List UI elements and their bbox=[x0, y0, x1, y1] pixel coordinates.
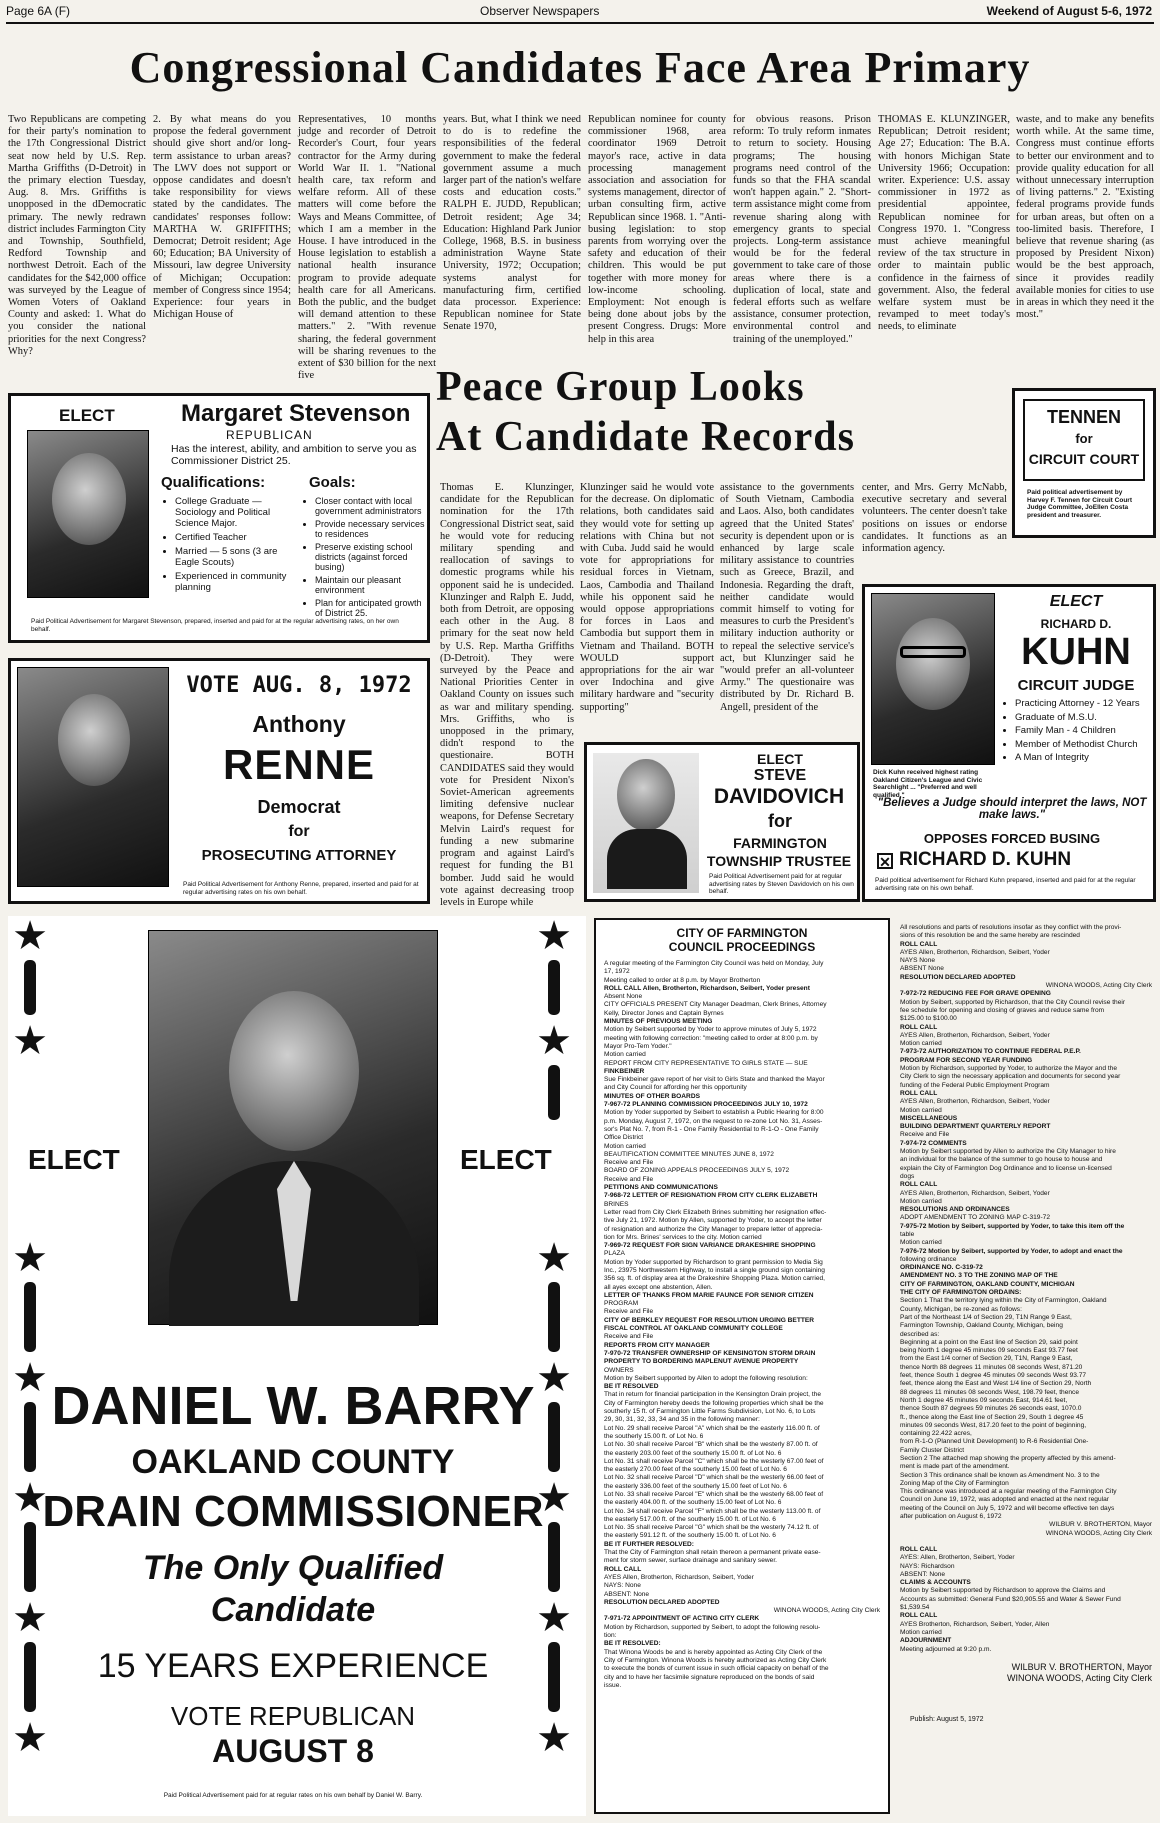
council-line: 29, 30, 31, 32, 33, 34 and 35 in the following manner: bbox=[604, 1416, 760, 1424]
kuhn-point: • Family Man - 4 Children bbox=[1015, 726, 1155, 737]
stevenson-paid-notice: Paid Political Advertisement for Margaret Stevenson, prepared, inserted and paid for at the regular advertising rates, on her own behalf. bbox=[31, 618, 399, 633]
main-story-col-7: THOMAS E. KLUNZINGER, Republican; Detroit resident; Age 27; Education: The B.A. with honors Michigan State University 1966; Occupation: writer. Experience: U.S. assay commissioner in 1972 as presidential appointee, Republican nominee for Congress 1970. 1. "Congress must achieve meaningful review of the tax structure in order to maintain public confidence in the fairness of government. Also, the federal welfare system must be revamped to meet today's needs, to eliminate bbox=[878, 114, 1010, 333]
council-proceedings-left bbox=[594, 918, 890, 1814]
council-line: BE IT RESOLVED: bbox=[604, 1640, 661, 1648]
barry-county: OAKLAND COUNTY bbox=[131, 1443, 455, 1481]
barry-right-border bbox=[534, 913, 574, 1120]
qualification-item: • College Graduate — Sociology and Political Science Major. bbox=[175, 496, 296, 529]
council-line: $1,539.54 bbox=[900, 1604, 930, 1612]
council-title-1: CITY OF FARMINGTON bbox=[676, 926, 808, 940]
council-line: Kelly, Director Jones and Captain Byrnes bbox=[604, 1009, 724, 1017]
star-icon: ★ bbox=[536, 1715, 572, 1760]
council-line: Motion by Seibert supported by Yoder to approve minutes of July 5, 1972 bbox=[604, 1026, 817, 1034]
kuhn-caption: Dick Kuhn received highest rating Oakland Citizen's League and Civic Searchlight ... "Preferred and well qualified." bbox=[873, 769, 983, 799]
council-line: Office District bbox=[604, 1134, 644, 1142]
council-line: ment is made part of the amendment. bbox=[900, 1463, 1010, 1471]
council-line: Meeting called to order at 8 p.m. by Mayor Brotherton bbox=[604, 976, 761, 984]
council-line: RESOLUTION DECLARED ADOPTED bbox=[604, 1598, 720, 1606]
goal-item: • Maintain our pleasant environment bbox=[315, 575, 426, 595]
davidovich-ad bbox=[584, 742, 860, 902]
council-right-text bbox=[900, 924, 1152, 1654]
council-line: WINONA WOODS, Acting City Clerk bbox=[773, 1607, 880, 1615]
council-line: WILBUR V. BROTHERTON, Mayor bbox=[1049, 1521, 1152, 1529]
star-icon: ★ bbox=[12, 1475, 48, 1520]
council-line: ROLL CALL bbox=[900, 1023, 938, 1031]
council-line: ft., thence along the East line of Section 29, South 1 degree 45 bbox=[900, 1413, 1084, 1421]
renne-for: for bbox=[288, 823, 310, 840]
council-line: City of Farmington hereby deeds the following properties which shall be the bbox=[604, 1399, 824, 1407]
council-line: Section 3 This ordinance shall be known as Amendment No. 3 to the bbox=[900, 1471, 1100, 1479]
council-line: Sue Finkbeiner gave report of her visit to Girls State and thanked the Mayor bbox=[604, 1076, 825, 1084]
council-line: table bbox=[900, 1230, 915, 1238]
council-line: AYES Allen, Brotherton, Richardson, Seibert, Yoder bbox=[900, 1189, 1050, 1197]
council-line: following ordinance bbox=[900, 1255, 957, 1263]
council-line: BOARD OF ZONING APPEALS PROCEEDINGS JULY 5, 1972 bbox=[604, 1167, 790, 1175]
main-story-col-2: 2. By what means do you propose the federal government should give short and/or long-term assistance to urban areas? The LWV does not support or oppose candidates and doesn't take responsibility for views stated by the candidates. The candidates' responses follow: MARTHA W. GRIFFITHS; Democrat; Detroit resident; Age 60; Education; BA University of Missouri, law degree University of Michigan; Occupation: member of Congress since 1954; Experience: four years in Michigan House of bbox=[153, 114, 291, 321]
council-line: minutes 09 seconds West, 817.20 feet to the point of beginning, bbox=[900, 1421, 1087, 1429]
council-line: ABSENT: None bbox=[604, 1590, 650, 1598]
renne-photo bbox=[17, 667, 169, 887]
council-line: Zoning Map of the City of Farmington bbox=[900, 1479, 1009, 1487]
council-line: Receive and File bbox=[604, 1175, 654, 1183]
stevenson-party: REPUBLICAN bbox=[226, 428, 313, 442]
council-line: ORDINANCE NO. C-319-72 bbox=[900, 1264, 983, 1272]
council-line: AYES Allen, Brotherton, Richardson, Seibert, Yoder bbox=[900, 1031, 1050, 1039]
council-line: Motion by Seibert, supported by Richardson, that the City Council revise their bbox=[900, 998, 1126, 1006]
tennen-office: CIRCUIT COURT bbox=[1028, 451, 1140, 467]
council-line: tion: bbox=[604, 1632, 617, 1640]
council-line: ROLL CALL bbox=[900, 1181, 938, 1189]
stevenson-ad bbox=[8, 393, 430, 643]
council-line: Receive and File bbox=[604, 1159, 654, 1167]
council-line: ROLL CALL bbox=[604, 1565, 642, 1573]
council-line: Family Cluster District bbox=[900, 1446, 965, 1454]
peace-story-col-1: Thomas E. Klunzinger, candidate for the Republican nomination for the 17th Congressional District seat, said he would vote for reducing military spending and reallocation of savings to domestic programs while his opponent said he is undecided. Klunzinger and Ralph E. Judd, both from Detroit, are opposing each other in the Aug. 8 primary for the seat now held by U.S. Rep. Martha Griffiths (D-Detroit). They were surveyed by the Peace and National Priorities Center in Oakland County on issues such as war and military spending. Mrs. Griffiths, who is unopposed in the primary, didn't respond to the questionaire. BOTH CANDIDATES said they would vote for President Nixon's Soviet-American agreements limiting defensive nuclear weapons, for Defense Secretary Melvin Laird's request for funding a new submarine program and against Laird's request for funding the B1 bomber. Judd said he would vote against decreasing troop levels in Europe while bbox=[440, 482, 574, 908]
council-line: southerly 15 ft. of Farmington Little Farms Subdivision, Lot No. 6, to Lots bbox=[604, 1408, 816, 1416]
davidovich-first-name: STEVE bbox=[753, 767, 807, 784]
council-line: Council on June 19, 1972, was adopted and enacted at the next regular bbox=[900, 1496, 1109, 1504]
council-line: AYES Allen, Brotherton, Richardson, Seibert, Yoder bbox=[900, 948, 1050, 956]
star-icon: ★ bbox=[536, 913, 572, 958]
peace-story-col-4: center, and Mrs. Gerry McNabb, executive secretary and several volunteers. The center doesn't take positions on issues or endorse candidates. It functions as an information agency. bbox=[862, 482, 1007, 555]
council-line: That Winona Woods be and is hereby appointed as Acting City Clerk of the bbox=[604, 1648, 823, 1656]
barry-photo bbox=[148, 930, 438, 1325]
council-line: Motion by Yoder supported by Seibert to establish a Public Hearing for 8:00 bbox=[604, 1109, 824, 1117]
council-line: AYES Brotherton, Richardson, Seibert, Yoder, Allen bbox=[900, 1620, 1050, 1628]
council-line: Motion carried bbox=[604, 1142, 646, 1150]
council-line: tive July 21, 1972. Motion by Allen, supported by Yoder, to accept the letter bbox=[604, 1217, 822, 1225]
council-line: ABSENT: None bbox=[900, 1570, 946, 1578]
council-line: MINUTES OF OTHER BOARDS bbox=[604, 1092, 700, 1100]
council-line: City of Farmington. Winona Woods is hereby authorized as Acting City Clerk bbox=[604, 1656, 827, 1664]
main-headline: Congressional Candidates Face Area Primary bbox=[129, 43, 1031, 92]
council-line: meeting with following correction: "meeting called to order at 8:00 p.m. by bbox=[604, 1034, 818, 1042]
council-line: Motion carried bbox=[900, 1106, 942, 1114]
council-line: the easterly 270.00 feet of the southerly 15.00 feet of Lot No. 6 bbox=[604, 1466, 787, 1474]
kuhn-photo bbox=[871, 593, 995, 765]
barry-ad bbox=[8, 913, 586, 1816]
council-line: feet, thence along the East and West 1/4 line of Section 29, North bbox=[900, 1380, 1092, 1388]
council-line: BE IT FURTHER RESOLVED: bbox=[604, 1540, 694, 1548]
renne-first-name: Anthony bbox=[252, 711, 346, 737]
kuhn-point: • Practicing Attorney - 12 Years bbox=[1015, 699, 1155, 710]
council-line: funding of the Federal Public Employment Program bbox=[900, 1081, 1050, 1089]
council-line: Meeting adjourned at 9:20 p.m. bbox=[900, 1645, 992, 1653]
council-line: That the City of Farmington shall retain thereon a permanent private ease- bbox=[604, 1549, 821, 1557]
council-line: the easterly 336.00 feet of the southerly 15.00 feet of Lot No. 6 bbox=[604, 1482, 787, 1490]
council-line bbox=[900, 1538, 1152, 1546]
barry-elect-right: ELECT bbox=[460, 1144, 552, 1175]
council-line: after publication on August 6, 1972 bbox=[900, 1513, 1002, 1521]
goal-item: • Provide necessary services to residences bbox=[315, 519, 426, 539]
council-line: from R-1-O (Planned Unit Development) to R-6 Residential One- bbox=[900, 1438, 1089, 1446]
peace-story-col-2: Klunzinger said he would vote for the decrease. On diplomatic relations, both candidates said they would vote for setting up relations with China but not with Cuba. Judd said he would vote for appropriations for residual forces in Vietnam, Laos, Cambodia and Thailand while his opponent said he would oppose appropriations for forces in Laos and Cambodia but support them in Vietnam and Thailand. BOTH WOULD support appropriations for the air war over Indochina and give military hardware and "security supporting" bbox=[580, 482, 714, 713]
stevenson-tagline: Has the interest, ability, and ambition to serve you as Commissioner District 25. bbox=[171, 443, 417, 467]
council-line: REPORT FROM CITY REPRESENTATIVE TO GIRLS STATE — SUE bbox=[604, 1059, 808, 1067]
council-line: from the East 1/4 corner of Section 29, T1N, Range 9 East, bbox=[900, 1355, 1073, 1363]
council-line: sor's Plat No. 7, from R-1 - One Family Residential to R-1-O - One Family bbox=[604, 1125, 819, 1133]
kuhn-last-name: KUHN bbox=[1021, 631, 1131, 673]
council-left-text bbox=[604, 960, 880, 1690]
council-line: BE IT RESOLVED bbox=[604, 1383, 659, 1391]
council-line: 17, 1972 bbox=[604, 968, 630, 976]
council-line: 7-973-72 AUTHORIZATION TO CONTINUE FEDERAL P.E.P. bbox=[900, 1048, 1081, 1056]
council-line: the easterly 404.00 ft. of the southerly 15.00 feet of Lot No. 6 bbox=[604, 1499, 782, 1507]
council-title-2: COUNCIL PROCEEDINGS bbox=[668, 940, 816, 954]
renne-vote-date: VOTE AUG. 8, 1972 bbox=[186, 673, 412, 698]
council-line: 7-975-72 Motion by Seibert, supported by Yoder, to take this item off the bbox=[900, 1222, 1125, 1230]
council-line: BEAUTIFICATION COMMITTEE MINUTES JUNE 8, 1972 bbox=[604, 1150, 774, 1158]
council-line: Mayor Pro-Tem Yoder." bbox=[604, 1042, 672, 1050]
council-line: ADJOURNMENT bbox=[900, 1637, 952, 1645]
kuhn-point: • Graduate of M.S.U. bbox=[1015, 713, 1155, 724]
davidovich-for: for bbox=[768, 811, 792, 831]
star-icon: ★ bbox=[12, 1595, 48, 1640]
council-line: Lot No. 29 shall receive Parcel "A" which shall be the easterly 116.00 ft. of bbox=[604, 1424, 820, 1432]
council-line: 7-969-72 REQUEST FOR SIGN VARIANCE DRAKESHIRE SHOPPING bbox=[604, 1242, 816, 1250]
council-line: 7-970-72 TRANSFER OWNERSHIP OF KENSINGTON STORM DRAIN bbox=[604, 1349, 816, 1357]
kuhn-quote: "Believes a Judge should interpret the laws, NOT make laws." bbox=[877, 797, 1147, 821]
davidovich-paid-notice: Paid Political Advertisement paid for at regular advertising rates by Steven Davidovich on his own behalf. bbox=[709, 873, 854, 895]
star-icon: ★ bbox=[12, 1355, 48, 1400]
council-line: the easterly 517.00 ft. of the southerly 15.00 ft. of Lot No. 6 bbox=[604, 1515, 776, 1523]
council-line: BRINES bbox=[604, 1200, 629, 1208]
barry-tagline-1: The Only Qualified bbox=[142, 1549, 444, 1587]
header-rule bbox=[6, 22, 1154, 24]
council-line: REPORTS FROM CITY MANAGER bbox=[604, 1341, 710, 1349]
star-icon: ★ bbox=[12, 1018, 48, 1063]
council-line: ROLL CALL bbox=[900, 1612, 938, 1620]
davidovich-elect: ELECT bbox=[757, 751, 803, 767]
council-line: CITY OF FARMINGTON, OAKLAND COUNTY, MICHIGAN bbox=[900, 1280, 1075, 1288]
council-line: Motion by Richardson, supported by Yoder, to authorize the Mayor and the bbox=[900, 1065, 1117, 1073]
qualification-item: • Experienced in community planning bbox=[175, 571, 296, 593]
ballot-check-icon: ✕ bbox=[877, 853, 893, 869]
renne-office: PROSECUTING ATTORNEY bbox=[201, 847, 397, 864]
council-line: 7-971-72 APPOINTMENT OF ACTING CITY CLERK bbox=[604, 1615, 760, 1623]
davidovich-last-name: DAVIDOVICH bbox=[713, 785, 845, 808]
council-line: 7-968-72 LETTER OF RESIGNATION FROM CITY CLERK ELIZABETH bbox=[604, 1192, 818, 1200]
council-line: North 1 degree 45 minutes 09 seconds East, 914.61 feet, bbox=[900, 1396, 1068, 1404]
council-line: the southerly 15.00 ft. of Lot No. 6 bbox=[604, 1432, 704, 1440]
council-line: ABSENT None bbox=[900, 965, 944, 973]
council-line: Receive and File bbox=[604, 1333, 654, 1341]
council-line: RESOLUTIONS AND ORDINANCES bbox=[900, 1206, 1010, 1214]
council-line: Motion carried bbox=[900, 1239, 942, 1247]
council-line: Motion by Yoder supported by Richardson to grant permission to Media Sig bbox=[604, 1258, 823, 1266]
star-icon: ★ bbox=[536, 1475, 572, 1520]
council-line: issue. bbox=[604, 1681, 622, 1689]
barry-elect-left: ELECT bbox=[28, 1144, 120, 1175]
council-line: 7-972-72 REDUCING FEE FOR GRAVE OPENING bbox=[900, 990, 1051, 998]
stevenson-name: Margaret Stevenson bbox=[181, 400, 411, 427]
goals-list bbox=[301, 496, 426, 621]
issue-date: Weekend of August 5-6, 1972 bbox=[986, 4, 1152, 18]
qualifications-title: Qualifications: bbox=[161, 474, 266, 491]
council-line: NAYS None bbox=[900, 957, 936, 965]
goal-item: • Closer contact with local government administrators bbox=[315, 496, 426, 516]
council-line: the easterly 203.00 feet of the southerly 15.00 ft. of Lot No. 6 bbox=[604, 1449, 782, 1457]
peace-headline bbox=[436, 362, 1016, 462]
star-icon: ★ bbox=[536, 1595, 572, 1640]
council-line: CITY OF BERKLEY REQUEST FOR RESOLUTION URGING BETTER bbox=[604, 1316, 815, 1324]
council-line: Lot No. 33 shall receive Parcel "E" which shall be the westerly 68.00 feet of bbox=[604, 1491, 824, 1498]
kuhn-point: • A Man of Integrity bbox=[1015, 753, 1155, 764]
council-line: AYES Allen, Brotherton, Richardson, Seibert, Yoder bbox=[900, 1098, 1050, 1106]
council-line: LETTER OF THANKS FROM MARIE FAUNCE FOR SENIOR CITIZEN bbox=[604, 1291, 814, 1299]
kuhn-point: • Member of Methodist Church bbox=[1015, 740, 1155, 751]
council-line: 356 sq. ft. of display area at the Drakeshire Shopping Plaza. Motion carried, bbox=[604, 1275, 826, 1283]
council-line: to execute the bonds of current issue in such official capacity on behalf of the bbox=[604, 1665, 829, 1673]
council-line: Motion by Seibert supported by Richardson to approve the Claims and bbox=[900, 1587, 1106, 1595]
council-line: CLAIMS & ACCOUNTS bbox=[900, 1579, 971, 1587]
qualifications-list bbox=[161, 496, 296, 596]
council-line: AYES: Allen, Brotherton, Seibert, Yoder bbox=[900, 1554, 1015, 1562]
council-line: WINONA WOODS, Acting City Clerk bbox=[1045, 982, 1152, 990]
kuhn-office: CIRCUIT JUDGE bbox=[1017, 677, 1135, 694]
council-line: Section 2 The attached map showing the property affected by this amend- bbox=[900, 1455, 1116, 1462]
council-line: Lot No. 34 shall receive Parcel "F" which shall be the westerly 113.00 ft. of bbox=[604, 1507, 821, 1515]
council-line: PROGRAM bbox=[604, 1300, 639, 1308]
barry-paid-notice: Paid Political Advertisement paid for at regular rates on his own behalf by Daniel W. Barry. bbox=[163, 1792, 423, 1799]
council-line: Part of the Northeast 1/4 of Section 29, T1N Range 9 East, bbox=[900, 1313, 1072, 1321]
davidovich-office-2: TOWNSHIP TRUSTEE bbox=[706, 853, 852, 869]
council-line: Absent None bbox=[604, 993, 643, 1001]
main-story-col-4: years. But, what I think we need to do is to redefine the responsibilities of the federal government to make the federal government assume a much larger part of the nation's welfare costs and education costs." RALPH E. JUDD, Republican; Detroit resident; Age 34; Education: Highland Park Junior College, 1968, B.S. in business administration Wayne State University, 1972; Occupation; systems analyst for manufacturing firm, certified data processor. Experience: Republican nominee for State Senate 1970, bbox=[443, 114, 581, 333]
main-story-col-8: waste, and to make any benefits worth while. At the same time, Congress must continue efforts to better our environment and to provide quality education for all without unnecessary interruption of living patterns." 2. "Existing federal programs provide funds for urban areas, but often on a too-limited basis. Therefore, I believe that revenue sharing (as proposed by President Nixon) would be the best approach, since it provides readily available monies for cities to use in areas in which they need it the most." bbox=[1016, 114, 1154, 321]
council-line: of resignation and authorize the City Manager to prepare letter of apprecia- bbox=[604, 1225, 823, 1233]
barry-office: DRAIN COMMISSIONER bbox=[42, 1487, 544, 1536]
council-line: City Clerk to sign the necessary application and documents for second year bbox=[900, 1073, 1121, 1081]
council-line: Motion by Seibert supported by Allen to adopt the following resolution: bbox=[604, 1374, 808, 1382]
council-line: ROLL CALL bbox=[900, 1089, 938, 1097]
kuhn-ballot-name: RICHARD D. KUHN bbox=[899, 849, 1072, 870]
peace-story-col-3: assistance to the governments of South Vietnam, Cambodia and Laos. Also, both candidates agreed that the United States' security is dependent upon or is enhanced by large scale military assistance to countries such as Greece, Brazil, and Indonesia. Regarding the draft, neither candidate would commit himself to voting for measures to curb the President's military induction authority or to repeal the selective service's act, but Klunzinger said he "would prefer an all-volunteer Army." The questionaire was distributed by Dr. Richard B. Angell, president of the bbox=[720, 482, 854, 713]
star-icon: ★ bbox=[12, 1235, 48, 1280]
council-line: NAYS: None bbox=[604, 1582, 641, 1590]
council-line: PLAZA bbox=[604, 1250, 625, 1258]
council-line: sions of this resolution be and the same hereby are rescinded bbox=[900, 932, 1080, 940]
barry-date: AUGUST 8 bbox=[212, 1733, 374, 1769]
star-icon: ★ bbox=[536, 1355, 572, 1400]
council-line: ADOPT AMENDMENT TO ZONING MAP C-319-72 bbox=[900, 1214, 1050, 1222]
main-story-col-6: for obvious reasons. Prison reform: To truly reform inmates to return to society. Housing programs; The housing programs need control of the funds so that the FHA scandal won't happen again." 2. "Short-term assistance might come from revenue sharing along with emergency grants to special projects. Long-term assistance would be for the federal government to take care of those areas where there is a duplication of local, state and federal efforts such as welfare assistance, consumer protection, environmental control and training of the unemployed." bbox=[733, 114, 871, 345]
council-line: all ayes except one abstention, Allen. bbox=[604, 1283, 713, 1291]
council-line: AMENDMENT NO. 3 TO THE ZONING MAP OF THE bbox=[900, 1272, 1058, 1280]
council-line: Motion carried bbox=[900, 1197, 942, 1205]
council-line: A regular meeting of the Farmington City Council was held on Monday, July bbox=[604, 960, 824, 967]
council-line: Inc., 23975 Northwestern Highway, to install a single ground sign containing bbox=[604, 1266, 825, 1274]
star-icon: ★ bbox=[536, 1018, 572, 1063]
main-story-col-1: Two Republicans are competing for their party's nomination to the 17th Congressional District seat now held by U.S. Rep. Martha Griffiths (D-Detroit) in the primary election Tuesday, Aug. 8. Mrs. Griffiths is unopposed in the dDemocratic primary. The newly redrawn district includes Farmington City and Township, Southfield, Redford Township and northwest Detroit. Each of the candidates for the $42,000 office was surveyed by the League of Women Voters of Oakland County and asked: 1. What do you consider the national priorities for the next Congress? Why? bbox=[8, 114, 146, 357]
star-icon: ★ bbox=[12, 913, 48, 958]
tennen-ad bbox=[1012, 388, 1156, 538]
council-line: being North 1 degree 45 minutes 09 seconds East 93.77 feet bbox=[900, 1347, 1078, 1355]
council-line: ROLL CALL bbox=[900, 940, 938, 948]
peace-headline-line-2: At Candidate Records bbox=[436, 414, 855, 460]
council-line: 7-976-72 Motion by Seibert, supported by Yoder, to adopt and enact the bbox=[900, 1247, 1123, 1255]
council-line: RESOLUTION DECLARED ADOPTED bbox=[900, 973, 1016, 981]
kuhn-paid-notice: Paid political advertisement for Richard Kuhn prepared, inserted and paid for at the regular advertising rate on his own behalf. bbox=[875, 877, 1136, 892]
council-line: Beginning at a point on the East line of Section 29, said point bbox=[900, 1338, 1078, 1346]
council-line: County, Michigan, be re-zoned as follows: bbox=[900, 1305, 1022, 1313]
renne-last-name: RENNE bbox=[222, 741, 376, 788]
council-line: feet, thence South 1 degree 45 minutes 09 seconds West 93.77 bbox=[900, 1372, 1087, 1380]
barry-experience: 15 YEARS EXPERIENCE bbox=[97, 1647, 489, 1685]
tennen-paid-notice: Paid political advertisement by Harvey F. Tennen for Circuit Court Judge Committee, JoEllen Costa president and treasurer. bbox=[1027, 489, 1132, 519]
main-story-col-5: Republican nominee for county commissioner 1968, area coordinator 1969 Detroit mayor's race, active in data processing management association and association for systems management, director of urban consulting firm, active Republican since 1968. 1. "Anti-busing legislation: to stop parents from worrying over the safety and education of their children. This would be put together with more money for low-income schooling. Employment: Not enough is being done about jobs by the present Congress. Drugs: More help in this area bbox=[588, 114, 726, 345]
goal-item: • Plan for anticipated growth of District 25. bbox=[315, 598, 426, 618]
kuhn-busing: OPPOSES FORCED BUSING bbox=[923, 831, 1101, 846]
council-line: thence North 88 degrees 11 minutes 08 seconds West, 871.20 bbox=[900, 1363, 1083, 1371]
council-line: AYES Allen, Brotherton, Richardson, Seibert, Yoder bbox=[604, 1573, 754, 1581]
council-line: OWNERS bbox=[604, 1366, 634, 1374]
council-line: Receive and File bbox=[604, 1308, 654, 1316]
council-line: described as: bbox=[900, 1330, 940, 1338]
council-line: containing 22.422 acres, bbox=[900, 1430, 972, 1438]
council-line: Lot No. 32 shall receive Parcel "D" which shall be the westerly 66.00 feet of bbox=[604, 1474, 824, 1482]
council-line: BUILDING DEPARTMENT QUARTERLY REPORT bbox=[900, 1123, 1051, 1131]
qualification-item: • Married — 5 sons (3 are Eagle Scouts) bbox=[175, 546, 296, 568]
renne-party: Democrat bbox=[257, 797, 341, 817]
kuhn-points-list bbox=[1001, 699, 1155, 767]
council-line: This ordinance was introduced at a regular meeting of the Farmington City bbox=[900, 1488, 1117, 1496]
council-line: FINKBEINER bbox=[604, 1067, 645, 1075]
main-story-col-3: Representatives, 10 months judge and recorder of Detroit Recorder's Court, four years contractor for the Army during World War II. 1. "National health care, tax reform and welfare reform. All of these matters will come before the Ways and Means Committee, of which I am a member in the House. I have introduced in the House legislation to establish a national health insurance program to provide adequate health care for all Americans. Both the public, and the budget will demand attention to these matters." 2. "With revenue sharing, the federal government will be sharing revenues to the extent of $30 billion for the next five bbox=[298, 114, 436, 382]
stevenson-photo bbox=[27, 430, 149, 598]
barry-left-border bbox=[10, 913, 50, 1063]
council-line: p.m. Monday, August 7, 1972, on the request to re-zone Lot No. 31, Asses- bbox=[604, 1117, 823, 1125]
council-line: FISCAL CONTROL AT OAKLAND COMMUNITY COLLEGE bbox=[604, 1325, 783, 1333]
qualification-item: • Certified Teacher bbox=[175, 532, 296, 543]
renne-paid-notice: Paid Political Advertisement for Anthony Renne, prepared, inserted and paid for at regular advertising rates on his own behalf. bbox=[183, 881, 419, 896]
tennen-for: for bbox=[1075, 431, 1093, 446]
renne-ad bbox=[8, 658, 430, 904]
council-line: 7-967-72 PLANNING COMMISSION PROCEEDINGS JULY 10, 1972 bbox=[604, 1101, 808, 1109]
council-line: PROPERTY TO BORDERING MAPLENUT AVENUE PROPERTY bbox=[604, 1358, 799, 1366]
tennen-name: TENNEN bbox=[1046, 407, 1121, 427]
goals-title: Goals: bbox=[309, 474, 356, 491]
barry-vote: VOTE REPUBLICAN bbox=[170, 1701, 416, 1731]
kuhn-first-name: RICHARD D. bbox=[1040, 617, 1112, 631]
council-line: fee schedule for opening and closing of graves and reduce same from bbox=[900, 1006, 1105, 1014]
council-line: All resolutions and parts of resolutions insofar as they conflict with the provi- bbox=[900, 924, 1122, 931]
page-number: Page 6A (F) bbox=[6, 4, 71, 18]
council-line: 7-974-72 COMMENTS bbox=[900, 1139, 967, 1147]
barry-name: DANIEL W. BARRY bbox=[51, 1376, 535, 1436]
council-line: MISCELLANEOUS bbox=[900, 1114, 958, 1122]
council-proceedings-right bbox=[890, 918, 1156, 1814]
council-line: ROLL CALL Allen, Brotherton, Richardson, Seibert, Yoder present bbox=[604, 984, 810, 992]
council-line: Motion carried bbox=[900, 1628, 942, 1636]
paper-name: Observer Newspapers bbox=[480, 4, 600, 18]
davidovich-office-1: FARMINGTON bbox=[733, 835, 827, 851]
council-line: Motion by Richardson, supported by Seibert, to adopt the following resolu- bbox=[604, 1623, 821, 1631]
council-line: thence South 87 degrees 59 minutes 26 seconds east, 1070.0 bbox=[900, 1405, 1082, 1413]
council-line: meeting of the Council on July 5, 1972 and will become effective ten days bbox=[900, 1504, 1115, 1512]
peace-headline-line-1: Peace Group Looks bbox=[436, 364, 805, 410]
council-line: 88 degrees 11 minutes 08 seconds West, 198.79 feet, thence bbox=[900, 1388, 1080, 1396]
council-line: That in return for financial participation in the Kensington Drain project, the bbox=[604, 1391, 821, 1399]
council-line: an individual for the balance of the summer to go house to house and bbox=[900, 1156, 1103, 1164]
council-line: Lot No. 31 shall receive Parcel "C" which shall be the westerly 67.00 feet of bbox=[604, 1457, 824, 1465]
council-line: ROLL CALL bbox=[900, 1545, 938, 1553]
council-line: THE CITY OF FARMINGTON ORDAINS: bbox=[900, 1289, 1022, 1297]
council-line: Section 1 That the territory lying within the City of Farmington, Oakland bbox=[900, 1297, 1107, 1305]
davidovich-photo bbox=[593, 753, 699, 893]
kuhn-elect: ELECT bbox=[1049, 593, 1103, 610]
council-line: and City Council for affording her this opportunity bbox=[604, 1084, 747, 1092]
council-publish-date: Publish: August 5, 1972 bbox=[910, 1715, 984, 1723]
council-line: Motion carried bbox=[900, 1040, 942, 1048]
kuhn-ad bbox=[862, 584, 1156, 902]
goal-item: • Preserve existing school districts (against forced busing) bbox=[315, 542, 426, 572]
council-line: city and to have her facsimile signature reproduced on the bonds of said bbox=[604, 1673, 815, 1681]
stevenson-elect: ELECT bbox=[59, 406, 115, 425]
council-line: Motion carried bbox=[604, 1051, 646, 1059]
council-signature-mayor: WILBUR V. BROTHERTON, Mayor bbox=[1011, 1661, 1152, 1672]
barry-tagline-2: Candidate bbox=[210, 1591, 376, 1629]
council-line: tion for Mrs. Brines' services to the city. Motion carried bbox=[604, 1233, 762, 1241]
council-line: Motion by Seibert supported by Allen to authorize the City Manager to hire bbox=[900, 1148, 1116, 1156]
council-line: Farmington Township, Oakland County, Michigan, being bbox=[900, 1322, 1063, 1330]
council-line: Lot No. 30 shall receive Parcel "B" which shall be the westerly 87.00 ft. of bbox=[604, 1441, 818, 1449]
star-icon: ★ bbox=[12, 1715, 48, 1760]
council-line: PETITIONS AND COMMUNICATIONS bbox=[604, 1184, 718, 1192]
council-line: Lot No. 35 shall receive Parcel "G" which shall be the westerly 74.12 ft. of bbox=[604, 1524, 819, 1532]
council-line: Receive and File bbox=[900, 1131, 950, 1139]
council-line: Letter read from City Clerk Elizabeth Brines submitting her resignation effec- bbox=[604, 1208, 827, 1216]
council-line: PROGRAM FOR SECOND YEAR FUNDING bbox=[900, 1056, 1033, 1064]
council-line: $125.00 to $100.00 bbox=[900, 1015, 957, 1023]
council-line: explain the City of Farmington Dog Ordinance and to license un-licensed bbox=[900, 1164, 1112, 1172]
council-line: WINONA WOODS, Acting City Clerk bbox=[1045, 1529, 1152, 1537]
council-signature-clerk: WINONA WOODS, Acting City Clerk bbox=[1006, 1672, 1152, 1683]
council-line: Accounts as submitted: General Fund $20,905.55 and Water & Sewer Fund bbox=[900, 1595, 1121, 1603]
council-line: dogs bbox=[900, 1172, 915, 1180]
star-icon: ★ bbox=[536, 1235, 572, 1280]
council-line: CITY OFFICIALS PRESENT City Manager Deadman, Clerk Brines, Attorney bbox=[604, 1001, 827, 1009]
council-line: NAYS: Richardson bbox=[900, 1562, 955, 1570]
council-line: MINUTES OF PREVIOUS MEETING bbox=[604, 1018, 713, 1026]
council-line: ment for storm sewer, surface drainage and sanitary sewer. bbox=[604, 1557, 777, 1565]
council-line: the easterly 591.12 ft. of the southerly 15.00 ft. of Lot No. 6 bbox=[604, 1532, 776, 1540]
